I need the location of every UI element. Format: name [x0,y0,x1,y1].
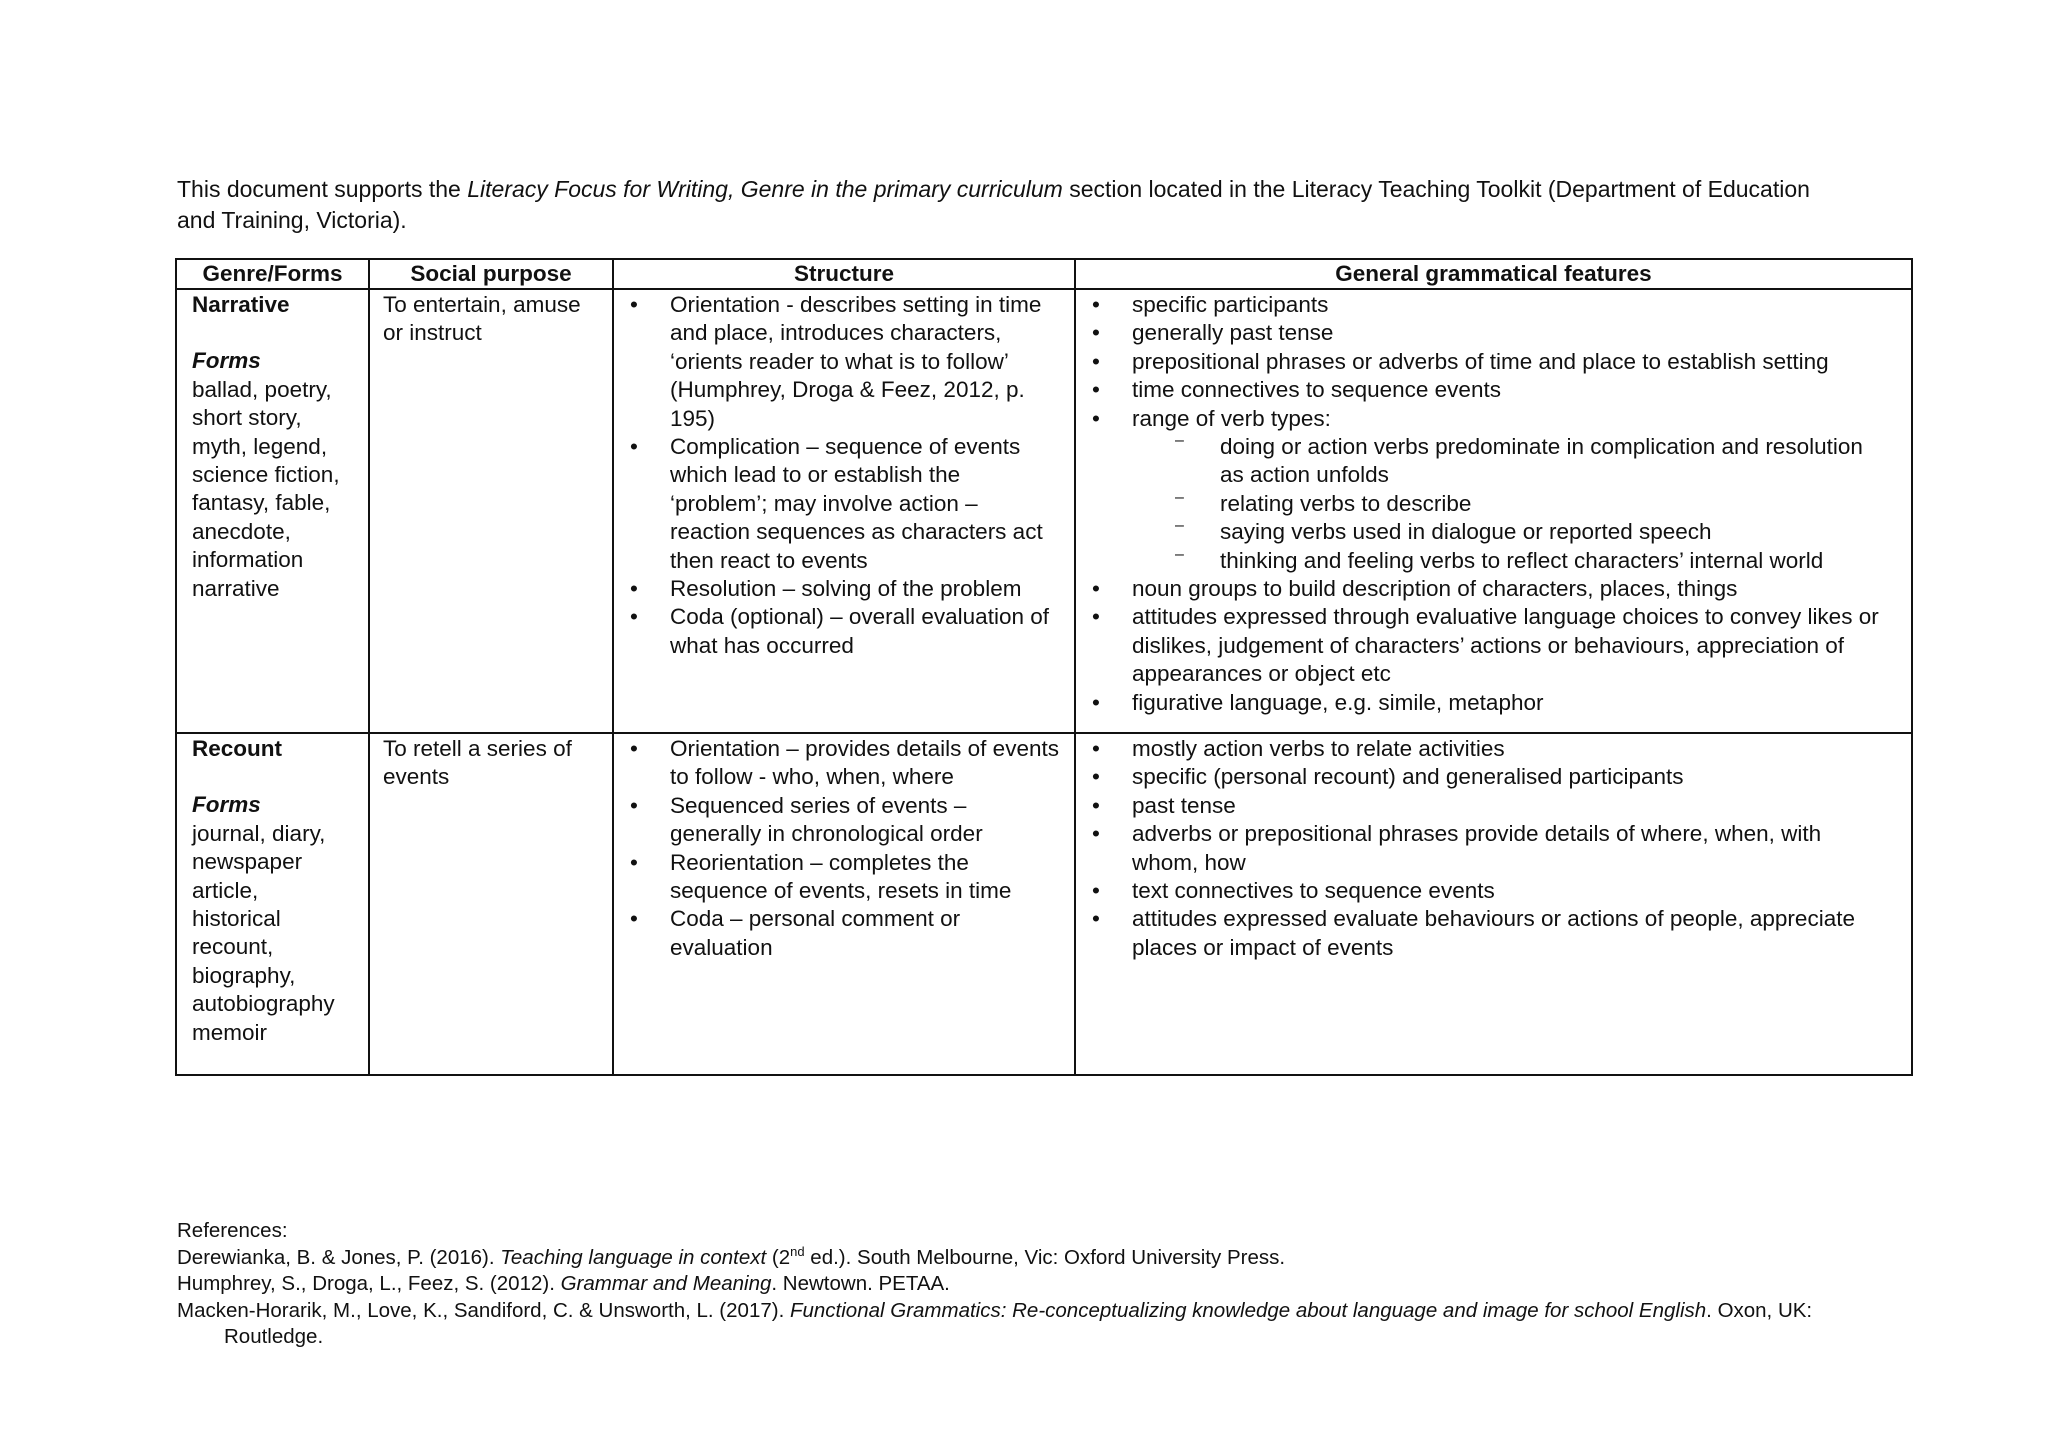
form-item: information [192,547,304,573]
cell-genre-recount [176,733,369,1075]
forms-label: Forms [192,792,261,818]
grammar-item: • specific (personal recount) and generalised participants [1086,763,1891,791]
grammar-item: • noun groups to build description of characters, places, things [1086,575,1891,603]
grammar-item: • specific participants [1086,291,1891,319]
structure-item: • Complication – sequence of events which lead to or establish the ‘problem’; may involve action – reaction sequences as characters act then react to events [624,433,1060,575]
reference-publisher: . Newtown. PETAA. [771,1272,950,1295]
social-purpose-text: To retell a series of events [383,736,572,790]
grammar-list [1086,291,1891,717]
reference-entry [177,1298,1897,1351]
structure-item: • Sequenced series of events – generally in chronological order [624,792,1060,849]
form-item: autobiography [192,991,335,1017]
structure-item: • Reorientation – completes the sequence of events, resets in time [624,849,1060,906]
cell-purpose-recount [369,733,613,1075]
table-row-narrative [176,289,1912,733]
cell-purpose-narrative [369,289,613,733]
cell-grammar-narrative [1075,289,1912,733]
reference-superscript: nd [790,1243,805,1259]
reference-authors: Macken-Horarik, M., Love, K., Sandiford, C. & Unsworth, L. (2017). [177,1298,790,1322]
form-item: narrative [192,575,280,601]
grammar-item: • generally past tense [1086,319,1891,347]
grammar-item: • prepositional phrases or adverbs of time and place to establish setting [1086,348,1891,376]
reference-authors: Derewianka, B. & Jones, P. (2016). [177,1245,501,1269]
reference-text: (2 [766,1245,791,1269]
cell-structure-narrative [613,289,1075,733]
grammar-item: • attitudes expressed through evaluative language choices to convey likes or dislikes, judgement of characters’ actions or behaviours, appreciation of appearances or object etc [1086,603,1891,688]
form-item: myth, legend, [192,433,328,459]
structure-item: • Orientation - describes setting in time and place, introduces characters, ‘orients reader to what is to follow’ (Humphrey, Droga & Feez, 2012, p. 195) [624,291,1060,433]
reference-publisher: . Oxon, UK: Routledge. [224,1298,1813,1348]
reference-publisher: ed.). South Melbourne, Vic: Oxford University Press. [804,1245,1286,1269]
grammar-item: • time connectives to sequence events [1086,376,1891,404]
header-genre-forms: Genre/Forms [176,259,369,289]
reference-entry [177,1245,1897,1272]
form-item: historical [192,906,281,932]
genre-name: Recount [192,736,282,761]
intro-paragraph [177,174,1837,236]
genre-name: Narrative [192,292,290,317]
form-item: recount, [192,934,274,960]
form-item: science fiction, [192,462,340,488]
structure-item: • Coda – personal comment or evaluation [624,905,1060,962]
intro-section-title: Literacy Focus for Writing, Genre in the primary curriculum [467,176,1063,202]
form-item: biography, [192,962,296,988]
grammar-item-verb-types [1086,405,1891,575]
genre-table [175,258,1913,1076]
grammar-item: • adverbs or prepositional phrases provide details of where, when, with whom, how [1086,820,1891,877]
form-item: article, [192,877,259,903]
header-structure: Structure [613,259,1075,289]
structure-item: • Resolution – solving of the problem [624,575,1060,603]
cell-grammar-recount [1075,733,1912,1075]
form-item: journal, diary, [192,820,326,846]
structure-list [624,291,1060,660]
reference-title: Functional Grammatics: Re-conceptualizing knowledge about language and image for school English [789,1298,1707,1322]
form-item: memoir [192,1019,268,1045]
grammar-item: • text connectives to sequence events [1086,877,1891,905]
social-purpose-text: To entertain, amuse or instruct [383,292,581,346]
verb-type-item: – relating verbs to describe [1132,490,1891,518]
verb-type-item: – thinking and feeling verbs to reflect characters’ internal world [1132,547,1891,575]
reference-authors: Humphrey, S., Droga, L., Feez, S. (2012). [177,1272,561,1295]
cell-genre-narrative [176,289,369,733]
reference-title: Grammar and Meaning [560,1272,772,1295]
intro-text-end: section located in the Literacy Teaching Toolkit (Department of Education and Training, Victoria). [177,176,1810,233]
reference-entry [177,1271,1897,1298]
forms-label: Forms [192,348,261,374]
verb-type-item: – doing or action verbs predominate in complication and resolution as action unfolds [1132,433,1891,490]
references-heading: References: [177,1219,288,1242]
cell-structure-recount [613,733,1075,1075]
grammar-item-text: range of verb types: [1132,405,1331,431]
verb-types-sublist [1132,433,1891,575]
references-section [177,1218,1897,1351]
intro-text-start: This document supports the [177,176,468,202]
table-row-recount [176,733,1912,1075]
form-item: ballad, poetry, [192,376,332,402]
structure-list [624,735,1060,962]
structure-item: • Coda (optional) – overall evaluation of what has occurred [624,603,1060,660]
form-item: anecdote, [192,518,291,544]
table-header-row [176,259,1912,289]
grammar-item: • past tense [1086,792,1891,820]
grammar-item: • figurative language, e.g. simile, metaphor [1086,689,1891,717]
form-item: newspaper [192,849,303,875]
header-social-purpose: Social purpose [369,259,613,289]
header-grammatical-features: General grammatical features [1075,259,1912,289]
reference-title: Teaching language in context [500,1245,767,1269]
form-item: short story, [192,405,302,431]
grammar-item: • mostly action verbs to relate activities [1086,735,1891,763]
form-item: fantasy, fable, [192,490,331,516]
structure-item: • Orientation – provides details of events to follow - who, when, where [624,735,1060,792]
grammar-item: • attitudes expressed evaluate behaviours or actions of people, appreciate places or impact of events [1086,905,1891,962]
verb-type-item: – saying verbs used in dialogue or reported speech [1132,518,1891,546]
grammar-list [1086,735,1891,962]
